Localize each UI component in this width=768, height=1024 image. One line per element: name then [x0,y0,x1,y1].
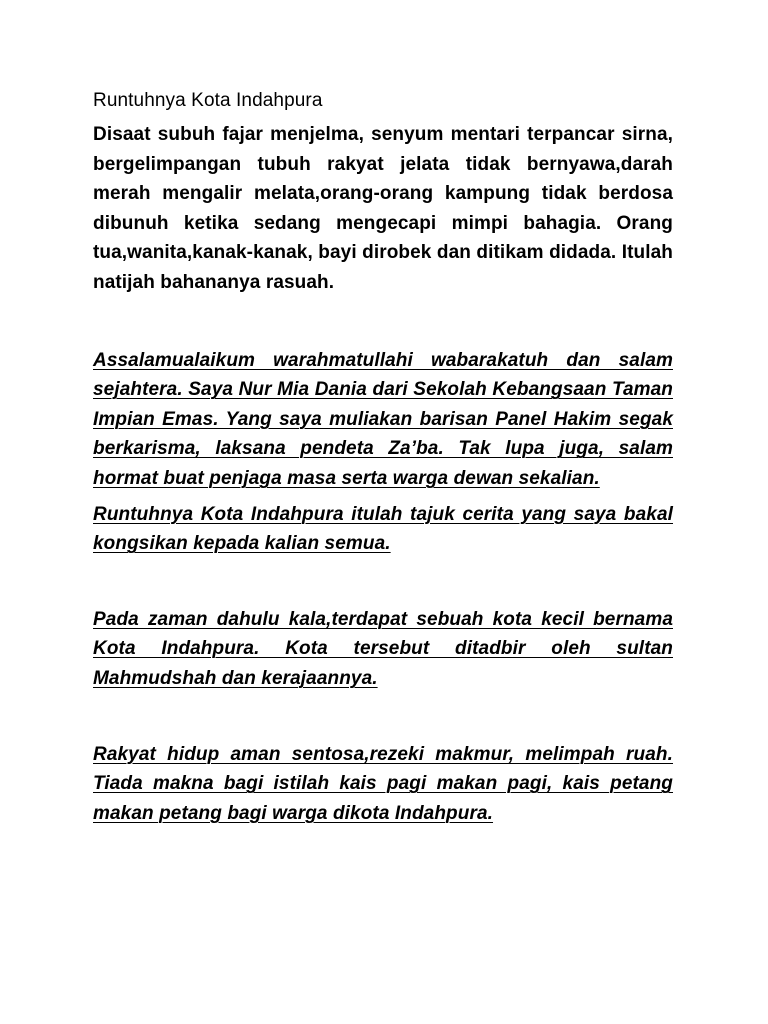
spacer [93,298,673,346]
document-title: Runtuhnya Kota Indahpura [93,90,323,111]
story-paragraph-1: Pada zaman dahulu kala,terdapat sebuah kota kecil bernama Kota Indahpura. Kota tersebut ditadbir oleh sultan Mahmudshah dan kerajaannya. [93,608,673,689]
spacer [93,694,673,740]
intro-paragraph: Disaat subuh fajar menjelma, senyum mentari terpancar sirna, bergelimpangan tubuh rakyat jelata tidak bernyawa,darah merah mengalir melata,orang-orang kampung tidak berdosa dibunuh ketika sedang mengecapi mimpi bahagia. Orang tua,wanita,kanak-kanak, bayi dirobek dan ditikam didada. Itulah natijah bahananya rasuah. [93,124,673,293]
story-paragraph-2: Rakyat hidup aman sentosa,rezeki makmur, melimpah ruah. Tiada makna bagi istilah kais pagi makan pagi, kais petang makan petang bagi warga dikota Indahpura. [93,743,673,824]
document-body [93,86,673,828]
spacer [93,559,673,605]
topic-paragraph: Runtuhnya Kota Indahpura itulah tajuk cerita yang saya bakal kongsikan kepada kalian semua. [93,503,673,555]
greeting-paragraph: Assalamualaikum warahmatullahi wabarakatuh dan salam sejahtera. Saya Nur Mia Dania dari Sekolah Kebangsaan Taman Impian Emas. Yang saya muliakan barisan Panel Hakim segak berkarisma, laksana pendeta Za’ba. Tak lupa juga, salam hormat buat penjaga masa serta warga dewan sekalian. [93,349,673,489]
